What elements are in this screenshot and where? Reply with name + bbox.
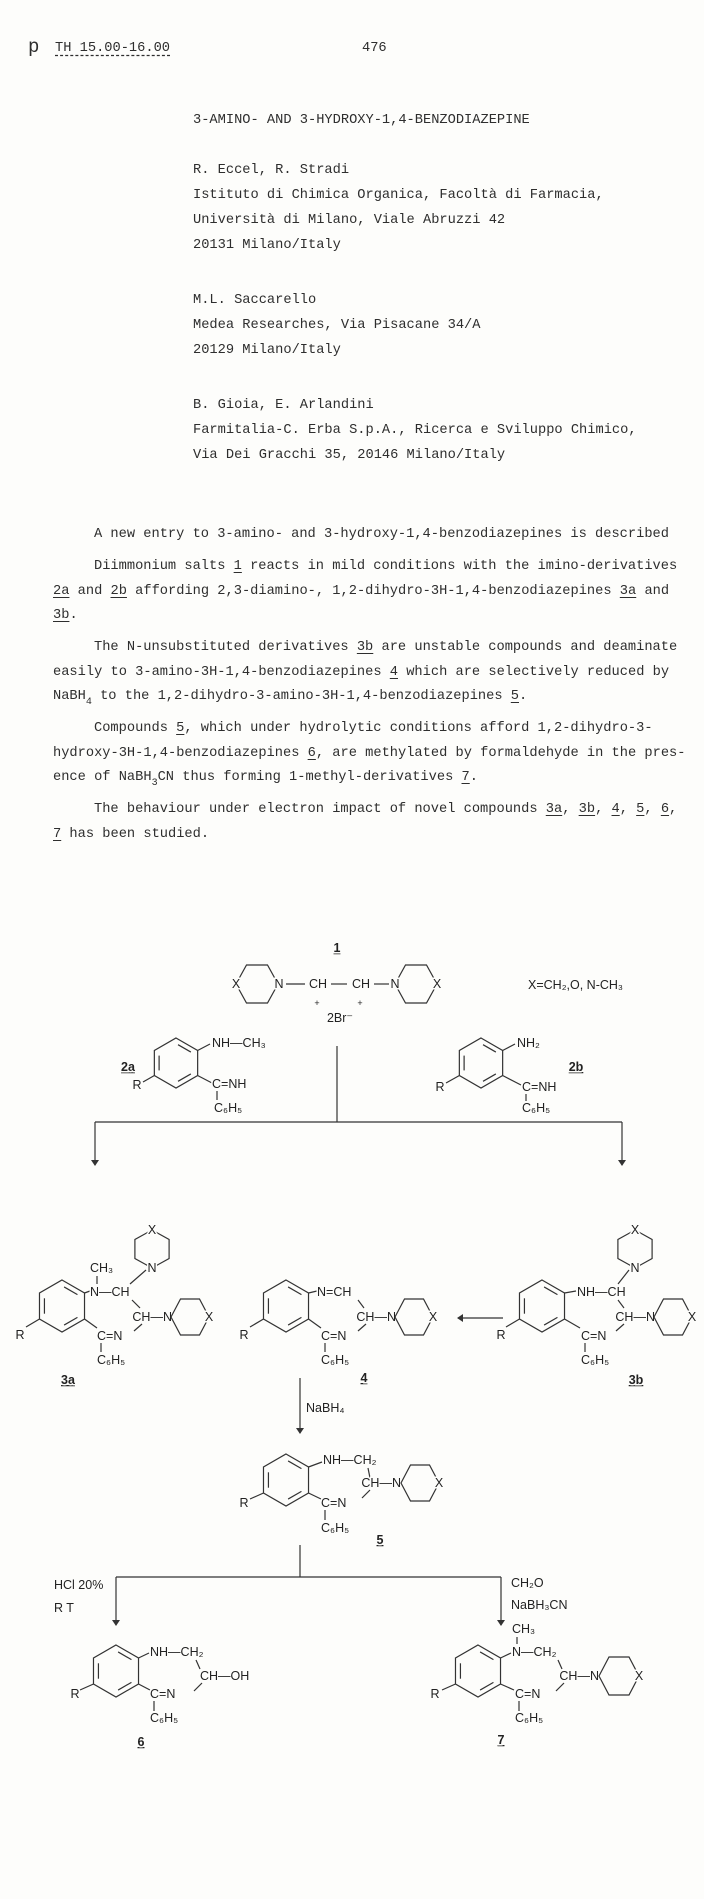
reagent-nabh4: NaBH₄ [306, 1401, 345, 1415]
amine-group: NH—CH₃ [212, 1036, 266, 1050]
text-segment: easily to 3-amino-3H-1,4-benzodiazepines [53, 664, 390, 680]
text-segment: Diimmonium salts [94, 559, 234, 574]
piperidine-ring [395, 965, 437, 1003]
ch-group: CH [308, 977, 328, 991]
affiliation-line: Farmitalia-C. Erba S.p.A., Ricerca e Sviluppo Chimico, [193, 422, 637, 438]
compound-reference: 3a [619, 583, 637, 599]
text-segment: . [69, 608, 78, 623]
compound-3b [496, 1223, 696, 1387]
benzene-ring [455, 1645, 500, 1697]
compound-7 [430, 1622, 643, 1747]
piperidine-ring [599, 1657, 639, 1695]
text-segment: and [69, 583, 111, 599]
benzene-ring [519, 1280, 564, 1332]
counterion: 2Br⁻ [326, 1011, 354, 1025]
text-segment: to the 1,2-dihydro-3-amino-3H-1,4-benzodiazepines [91, 689, 511, 704]
ring-n: N [274, 977, 284, 991]
compound-label: 2b [568, 1060, 584, 1074]
compound-label: 6 [137, 1735, 145, 1749]
compound-4 [239, 1280, 437, 1385]
compound-label: 1 [333, 941, 341, 955]
reagent-rt: R T [54, 1601, 74, 1615]
compound-reference: 2a [53, 583, 70, 599]
compound-2a [121, 1036, 266, 1115]
imine-group: C=N [581, 1329, 607, 1343]
ch-n-group: CH—N [356, 1310, 396, 1324]
ch-n-group: CH—N [361, 1476, 401, 1490]
r-group: R [70, 1687, 80, 1701]
imine-group: C=N [321, 1496, 347, 1510]
text-segment: . [519, 689, 528, 704]
phenyl-group: C₆H₅ [321, 1353, 350, 1367]
ring-n: N [630, 1261, 640, 1275]
subscript: 3 [151, 778, 158, 789]
section-mark: p [28, 36, 40, 58]
methyl-group: CH₃ [512, 1622, 536, 1636]
r-group: R [239, 1496, 249, 1510]
ring-x: X [147, 1223, 157, 1237]
compound-label: 5 [376, 1533, 384, 1547]
compound-label: 4 [360, 1371, 368, 1385]
ring-x: X [630, 1223, 640, 1237]
ring-x: X [432, 977, 442, 991]
phenyl-group: C₆H₅ [214, 1101, 243, 1115]
piperidine-ring [171, 1299, 209, 1335]
text-segment: , [644, 802, 661, 817]
piperidine-ring [401, 1465, 439, 1501]
compound-label: 3a [61, 1373, 75, 1387]
text-segment: A new entry to 3-amino- and 3-hydroxy-1,4-benzodiazepines is described [94, 527, 669, 542]
charge: + [314, 998, 320, 1008]
x-definition: X=CH₂,O, N-CH₃ [528, 978, 624, 992]
compound-reference: 1 [233, 559, 242, 574]
r-group: R [430, 1687, 440, 1701]
compound-label: 7 [497, 1733, 505, 1747]
text-segment: The N-unsubstituted derivatives [94, 640, 357, 655]
ring-x: X [434, 1476, 444, 1490]
n-ch-group: N=CH [317, 1285, 352, 1299]
text-segment: ence of NaBH [53, 770, 152, 785]
compound-reference: 4 [389, 664, 398, 680]
phenyl-group: C₆H₅ [522, 1101, 551, 1115]
piperidine-ring [654, 1299, 692, 1335]
compound-reference: 7 [53, 826, 62, 842]
ring-x: X [231, 977, 241, 991]
r-group: R [132, 1078, 142, 1092]
n-ch-group: N—CH [90, 1285, 130, 1299]
text-segment: , [619, 802, 637, 817]
subscript: 4 [85, 697, 92, 708]
compound-reference: 5 [176, 721, 185, 736]
compound-2b [435, 1036, 583, 1115]
affiliation-line: Università di Milano, Viale Abruzzi 42 [193, 212, 506, 228]
phenyl-group: C₆H₅ [581, 1353, 610, 1367]
ring-n: N [147, 1261, 157, 1275]
benzene-ring [93, 1645, 138, 1697]
ring-x: X [204, 1310, 214, 1324]
benzene-ring [459, 1038, 502, 1088]
imine-group: C=N [150, 1687, 176, 1701]
ring-x: X [634, 1669, 644, 1683]
affiliation-line: 20131 Milano/Italy [193, 237, 341, 253]
session-time: TH 15.00-16.00 [55, 41, 170, 56]
methyl-group: CH₃ [90, 1261, 114, 1275]
benzene-ring [154, 1038, 197, 1088]
compound-reference: 5 [636, 802, 645, 817]
phenyl-group: C₆H₅ [150, 1711, 179, 1725]
text-segment: CN thus forming 1-methyl-derivatives [157, 770, 462, 785]
ch-oh-group: CH—OH [200, 1669, 250, 1683]
text-segment: The behaviour under electron impact of novel compounds [94, 802, 546, 817]
text-segment: affording 2,3-diamino-, 1,2-dihydro-3H-1,4-benzodiazepines [126, 583, 620, 599]
page-number: 476 [362, 41, 387, 56]
compound-reference: 5 [510, 689, 519, 704]
phenyl-group: C₆H₅ [97, 1353, 126, 1367]
nh-ch2-group: NH—CH₂ [150, 1645, 204, 1659]
text-segment: NaBH [53, 689, 86, 704]
piperidine-ring [236, 965, 278, 1003]
r-group: R [15, 1328, 25, 1342]
compound-6 [70, 1645, 249, 1749]
imine-group: C=NH [522, 1080, 557, 1094]
r-group: R [496, 1328, 506, 1342]
phenyl-group: C₆H₅ [515, 1711, 544, 1725]
nh-ch2-group: NH—CH₂ [323, 1453, 377, 1467]
benzene-ring [39, 1280, 84, 1332]
reagent-nabh3cn: NaBH₃CN [511, 1598, 568, 1612]
ring-x: X [687, 1310, 697, 1324]
text-segment: , [595, 802, 612, 817]
text-segment: and [636, 583, 670, 599]
text-segment: which are selectively reduced by [398, 664, 670, 680]
ch-group: CH [351, 977, 371, 991]
text-segment: , [562, 802, 579, 817]
compound-reference: 4 [611, 802, 620, 817]
text-segment: reacts in mild conditions with the imino-derivatives [241, 559, 678, 574]
benzene-ring [263, 1454, 308, 1506]
ring-n: N [390, 977, 400, 991]
text-segment: hydroxy-3H-1,4-benzodiazepines [53, 745, 308, 761]
compound-reference: 3b [53, 608, 70, 623]
reagent-ch2o: CH₂O [511, 1576, 544, 1590]
text-segment: . [469, 770, 478, 785]
imine-group: C=NH [212, 1077, 247, 1091]
ring-x: X [428, 1310, 438, 1324]
authors: R. Eccel, R. Stradi [193, 162, 350, 178]
ch-n-group: CH—N [132, 1310, 172, 1324]
charge: + [357, 998, 363, 1008]
piperidine-ring [395, 1299, 433, 1335]
compound-3a [15, 1223, 213, 1387]
r-group: R [435, 1080, 445, 1094]
compound-reference: 3b [578, 802, 596, 817]
authors: B. Gioia, E. Arlandini [193, 397, 374, 413]
ch-n-group: CH—N [559, 1669, 599, 1683]
compound-reference: 6 [660, 802, 670, 817]
affiliation-line: Medea Researches, Via Pisacane 34/A [193, 317, 481, 333]
amine-group: NH₂ [517, 1036, 540, 1050]
r-group: R [239, 1328, 249, 1342]
nh-ch-group: NH—CH [577, 1285, 626, 1299]
authors: M.L. Saccarello [193, 292, 317, 308]
compound-label: 3b [628, 1373, 644, 1387]
text-segment: are unstable compounds and deaminate [373, 640, 678, 655]
compound-1 [232, 941, 442, 1025]
imine-group: C=N [321, 1329, 347, 1343]
compound-reference: 6 [307, 745, 316, 761]
text-segment: , [669, 802, 678, 817]
text-segment: , are methylated by formaldehyde in the pres- [315, 745, 686, 761]
compound-reference: 2b [110, 583, 127, 599]
n-ch2-group: N—CH₂ [512, 1645, 557, 1659]
text-segment: Compounds [94, 721, 177, 736]
imine-group: C=N [97, 1329, 123, 1343]
compound-5 [239, 1453, 443, 1547]
imine-group: C=N [515, 1687, 541, 1701]
reagent-hcl: HCl 20% [54, 1578, 104, 1592]
phenyl-group: C₆H₅ [321, 1521, 350, 1535]
compound-reference: 3b [356, 640, 374, 655]
affiliation-line: Istituto di Chimica Organica, Facoltà di Farmacia, [193, 187, 604, 203]
affiliation-line: Via Dei Gracchi 35, 20146 Milano/Italy [193, 447, 506, 463]
text-segment: has been studied. [61, 826, 210, 842]
paper-title: 3-AMINO- AND 3-HYDROXY-1,4-BENZODIAZEPINE [193, 113, 530, 128]
compound-reference: 7 [461, 770, 470, 785]
benzene-ring [263, 1280, 308, 1332]
compound-reference: 3a [545, 802, 563, 817]
compound-label: 2a [121, 1060, 135, 1074]
ch-n-group: CH—N [615, 1310, 655, 1324]
affiliation-line: 20129 Milano/Italy [193, 342, 341, 358]
text-segment: , which under hydrolytic conditions afford 1,2-dihydro-3- [184, 721, 653, 736]
